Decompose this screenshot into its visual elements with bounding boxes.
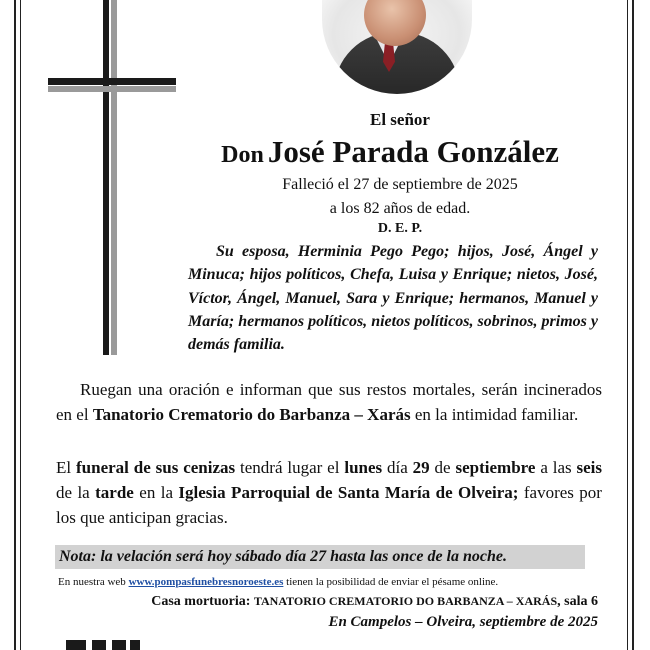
- place-date: En Campelos – Olveira, septiembre de 2025: [328, 614, 598, 630]
- funeral-home-name: TANATORIO CREMATORIO DO BARBANZA – XARÁS: [253, 594, 558, 608]
- death-date: Falleció el 27 de septiembre de 2025: [282, 176, 518, 193]
- paragraph-cremation: Ruegan una oración e informan que sus restos mortales, serán incinerados en el Tanatorio Crematorio do Barbanza – Xarás en la intimidad familiar.: [56, 380, 602, 424]
- deceased-name: [170, 134, 610, 170]
- paragraph-funeral: El funeral de sus cenizas tendrá lugar el lunes día 29 de septiembre a las seis de la tarde en la Iglesia Parroquial de Santa María de Olveira; favores por los que anticipan gracias.: [56, 458, 603, 527]
- portrait-photo: [322, 0, 472, 94]
- family-list: [188, 240, 598, 356]
- dep-text: D. E. P.: [377, 221, 423, 236]
- full-name: José Parada González: [267, 134, 559, 169]
- family-text: Su esposa, Herminia Pego Pego; hijos, José, Ángel y Minuca; hijos políticos, Chefa, Luisa y Enrique; nietos, José, Víctor, Ángel, Manuel, Sara y Enrique; hermanos, Manuel y María; hermanos políticos, nietos políticos, sobrinos, primos y demás familia.: [188, 243, 598, 354]
- brand-logo-icon: [66, 640, 142, 650]
- funeral-home: Casa mortuoria: TANATORIO CREMATORIO DO BARBANZA – XARÁS, sala 6: [151, 594, 598, 609]
- church-name: Iglesia Parroquial de Santa María de Olveira;: [178, 483, 519, 502]
- crematorium-name: Tanatorio Crematorio do Barbanza – Xarás: [92, 405, 411, 424]
- intro-text: El señor: [370, 110, 430, 129]
- name-prefix: Don: [221, 142, 264, 168]
- age-text: a los 82 años de edad.: [329, 200, 471, 217]
- wake-note: Nota: la velación será hoy sábado día 27 hasta las once de la noche.: [55, 545, 585, 569]
- website-link[interactable]: www.pompasfunebresnoroeste.es: [128, 576, 284, 588]
- web-notice: En nuestra web www.pompasfunebresnoroeste.es tienen la posibilidad de enviar el pésame online.: [58, 576, 499, 588]
- cross-icon: [48, 0, 178, 360]
